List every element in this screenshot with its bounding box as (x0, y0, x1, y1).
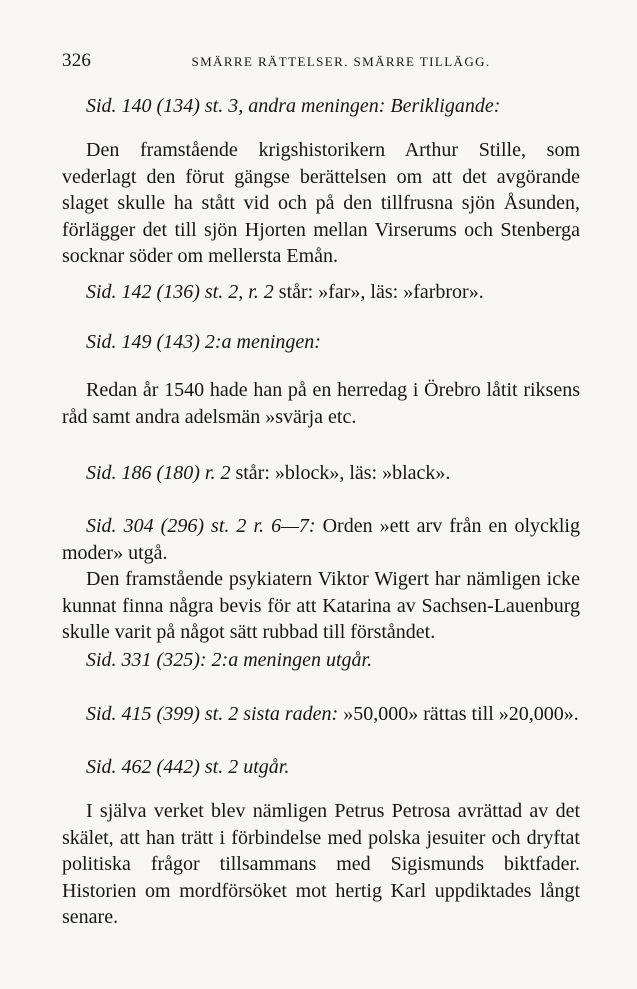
entry-reference: Sid. 415 (399) st. 2 sista raden: (86, 703, 339, 725)
entry-correction-text: Orden »ett arv från en olycklig moder» utgå. (62, 515, 580, 564)
entry-reference: Sid. 331 (325): 2:a meningen utgår. (86, 649, 373, 671)
entry-paragraph: I själva verket blev nämligen Petrus Petrosa avrättad av det skälet, att han trätt i förbindelse med polska jesuiter och dryftat politiska frågor tillsammans med Sigismunds biktfader. Historien om mordförsöket mot hertig Karl uppdiktades långt senare. (62, 800, 580, 929)
entry-correction-text: står: »far», läs: »farbror». (273, 281, 484, 303)
entry-body-140 (62, 137, 580, 270)
entry-body-462 (62, 798, 580, 931)
running-title: SMÄRRE RÄTTELSER. SMÄRRE TILLÄGG. (191, 54, 491, 69)
correction-entry-142 (62, 279, 580, 306)
correction-entry-186 (62, 460, 580, 487)
entry-reference: Sid. 462 (442) st. 2 utgår. (86, 756, 290, 778)
correction-entry-140 (62, 93, 580, 120)
entry-reference: Sid. 304 (296) st. 2 r. 6—7: (86, 515, 316, 537)
entry-paragraph: Den framstående psykiatern Viktor Wigert har nämligen icke kunnat finna några bevis för att Katarina av Sachsen-Lauenburg skulle varit på något sätt rubbad till förståndet. (62, 568, 580, 644)
entry-reference: Sid. 140 (134) st. 3, andra meningen: Berikligande: (86, 95, 501, 117)
entry-correction-text: står: »block», läs: »black». (230, 462, 451, 484)
entry-reference: Sid. 186 (180) r. 2 (86, 462, 231, 484)
entry-body-149 (62, 377, 580, 430)
entry-paragraph: Den framstående krigshistorikern Arthur Stille, som vederlagt den förut gängse berättelsen om att det avgörande slaget skulle ha stått vid och på den tillfrusna sjön Åsunden, förlägger det till sjön Hjorten mellan Virserums och Stenberga socknar söder om mellersta Emån. (62, 139, 580, 268)
entry-paragraph: Redan år 1540 hade han på en herredag i Örebro låtit riksens råd samt andra adelsmän »svärja etc. (62, 379, 580, 428)
correction-entry-415 (62, 701, 580, 728)
page-header (62, 50, 580, 72)
entry-reference: Sid. 149 (143) 2:a meningen: (86, 331, 321, 353)
correction-entry-149 (62, 329, 580, 356)
entry-reference: Sid. 142 (136) st. 2, r. 2 (86, 281, 274, 303)
correction-entry-304 (62, 513, 580, 646)
entry-correction-text: »50,000» rättas till »20,000». (338, 703, 579, 725)
correction-entry-331 (62, 647, 580, 674)
correction-entry-462 (62, 754, 580, 781)
page-number: 326 (62, 50, 92, 71)
